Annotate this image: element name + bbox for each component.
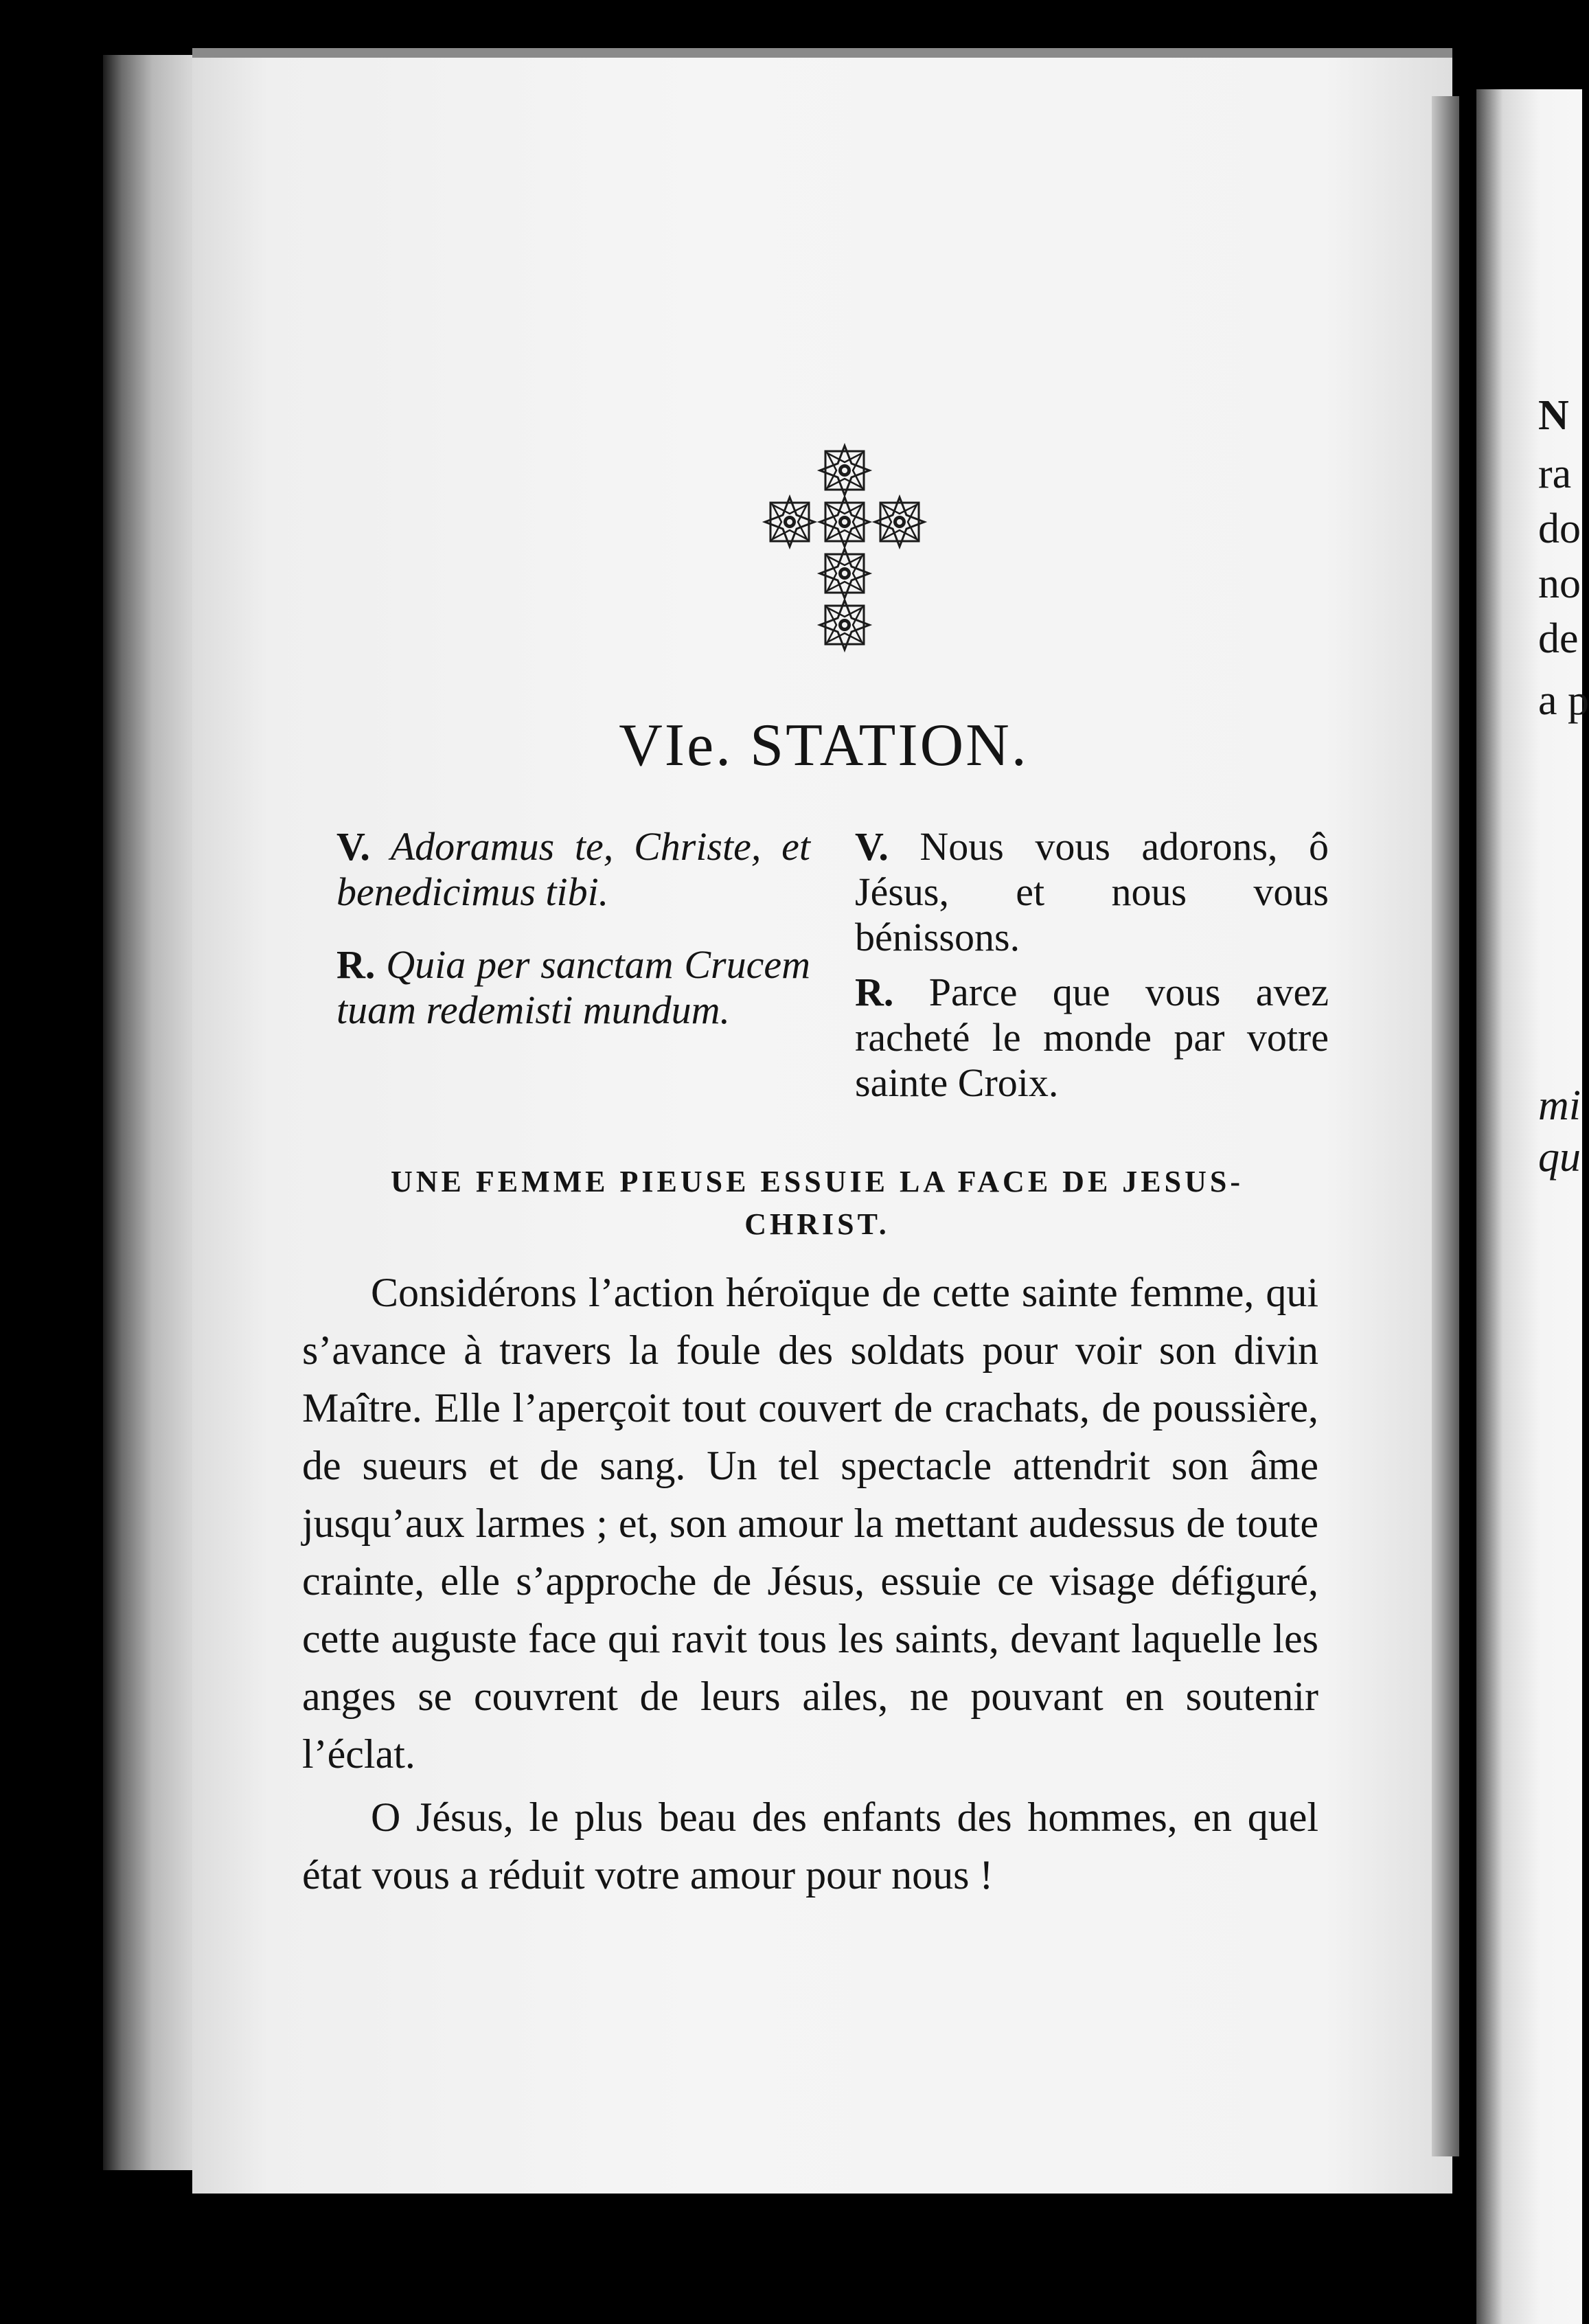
adjacent-page-fragment: a p bbox=[1538, 677, 1589, 724]
french-versicle bbox=[855, 824, 1329, 960]
page-gutter-shadow bbox=[1432, 96, 1459, 2156]
french-response-text: Parce que vous avez racheté le monde par votre sainte Croix. bbox=[855, 970, 1329, 1105]
meditation-paragraph: Considérons l’action héroïque de cette sainte femme, qui s’avance à travers la foule des soldats pour voir son divin Maître. Elle l’aperçoit tout couvert de crachats, de poussière, de sueurs et de sang. Un tel spectacle attendrit son âme jusqu’aux larmes ; et, son amour la mettant audessus de toute crainte, elle s’approche de Jésus, essuie ce visage défiguré, cette auguste face qui ravit tous les saints, devant laquelle les anges se couvrent de leurs ailes, ne pouvant en soutenir l’éclat. bbox=[302, 1270, 1318, 1777]
meditation-paragraph: O Jésus, le plus beau des enfants des hommes, en quel état vous a réduit votre amour pour nous ! bbox=[302, 1795, 1318, 1898]
versicle-marker: V. bbox=[855, 824, 889, 869]
latin-response bbox=[336, 942, 810, 1033]
latin-response-text: Quia per sanctam Crucem tuam redemisti mundum. bbox=[336, 942, 810, 1032]
meditation-text bbox=[302, 1264, 1318, 1904]
latin-versicle bbox=[336, 824, 810, 915]
french-column bbox=[855, 824, 1329, 1115]
adjacent-page-fragment: de bbox=[1538, 615, 1579, 662]
adjacent-page-fragment: no bbox=[1538, 560, 1581, 607]
response-marker: R. bbox=[855, 970, 894, 1014]
adjacent-page-fragment: qu bbox=[1538, 1134, 1581, 1181]
section-subheading: UNE FEMME PIEUSE ESSUIE LA FACE DE JESUS-CHRIST. bbox=[390, 1165, 1244, 1241]
adjacent-page-fragment: ra bbox=[1538, 451, 1572, 497]
cross-ornament bbox=[755, 440, 934, 673]
french-versicle-text: Nous vous adorons, ô Jésus, et nous vous bénissons. bbox=[855, 824, 1329, 959]
french-response bbox=[855, 970, 1329, 1106]
response-marker: R. bbox=[336, 942, 376, 987]
station-title: VIe. STATION. bbox=[619, 712, 1029, 779]
adjacent-page-fragment: mi bbox=[1538, 1082, 1581, 1129]
adjacent-page-fragment: N bbox=[1538, 392, 1569, 439]
latin-versicle-text: Adoramus te, Christe, et benedicimus tibi. bbox=[336, 824, 810, 914]
versicle-marker: V. bbox=[336, 824, 370, 869]
latin-column bbox=[336, 824, 810, 1043]
adjacent-page-fragment: do bbox=[1538, 505, 1581, 552]
